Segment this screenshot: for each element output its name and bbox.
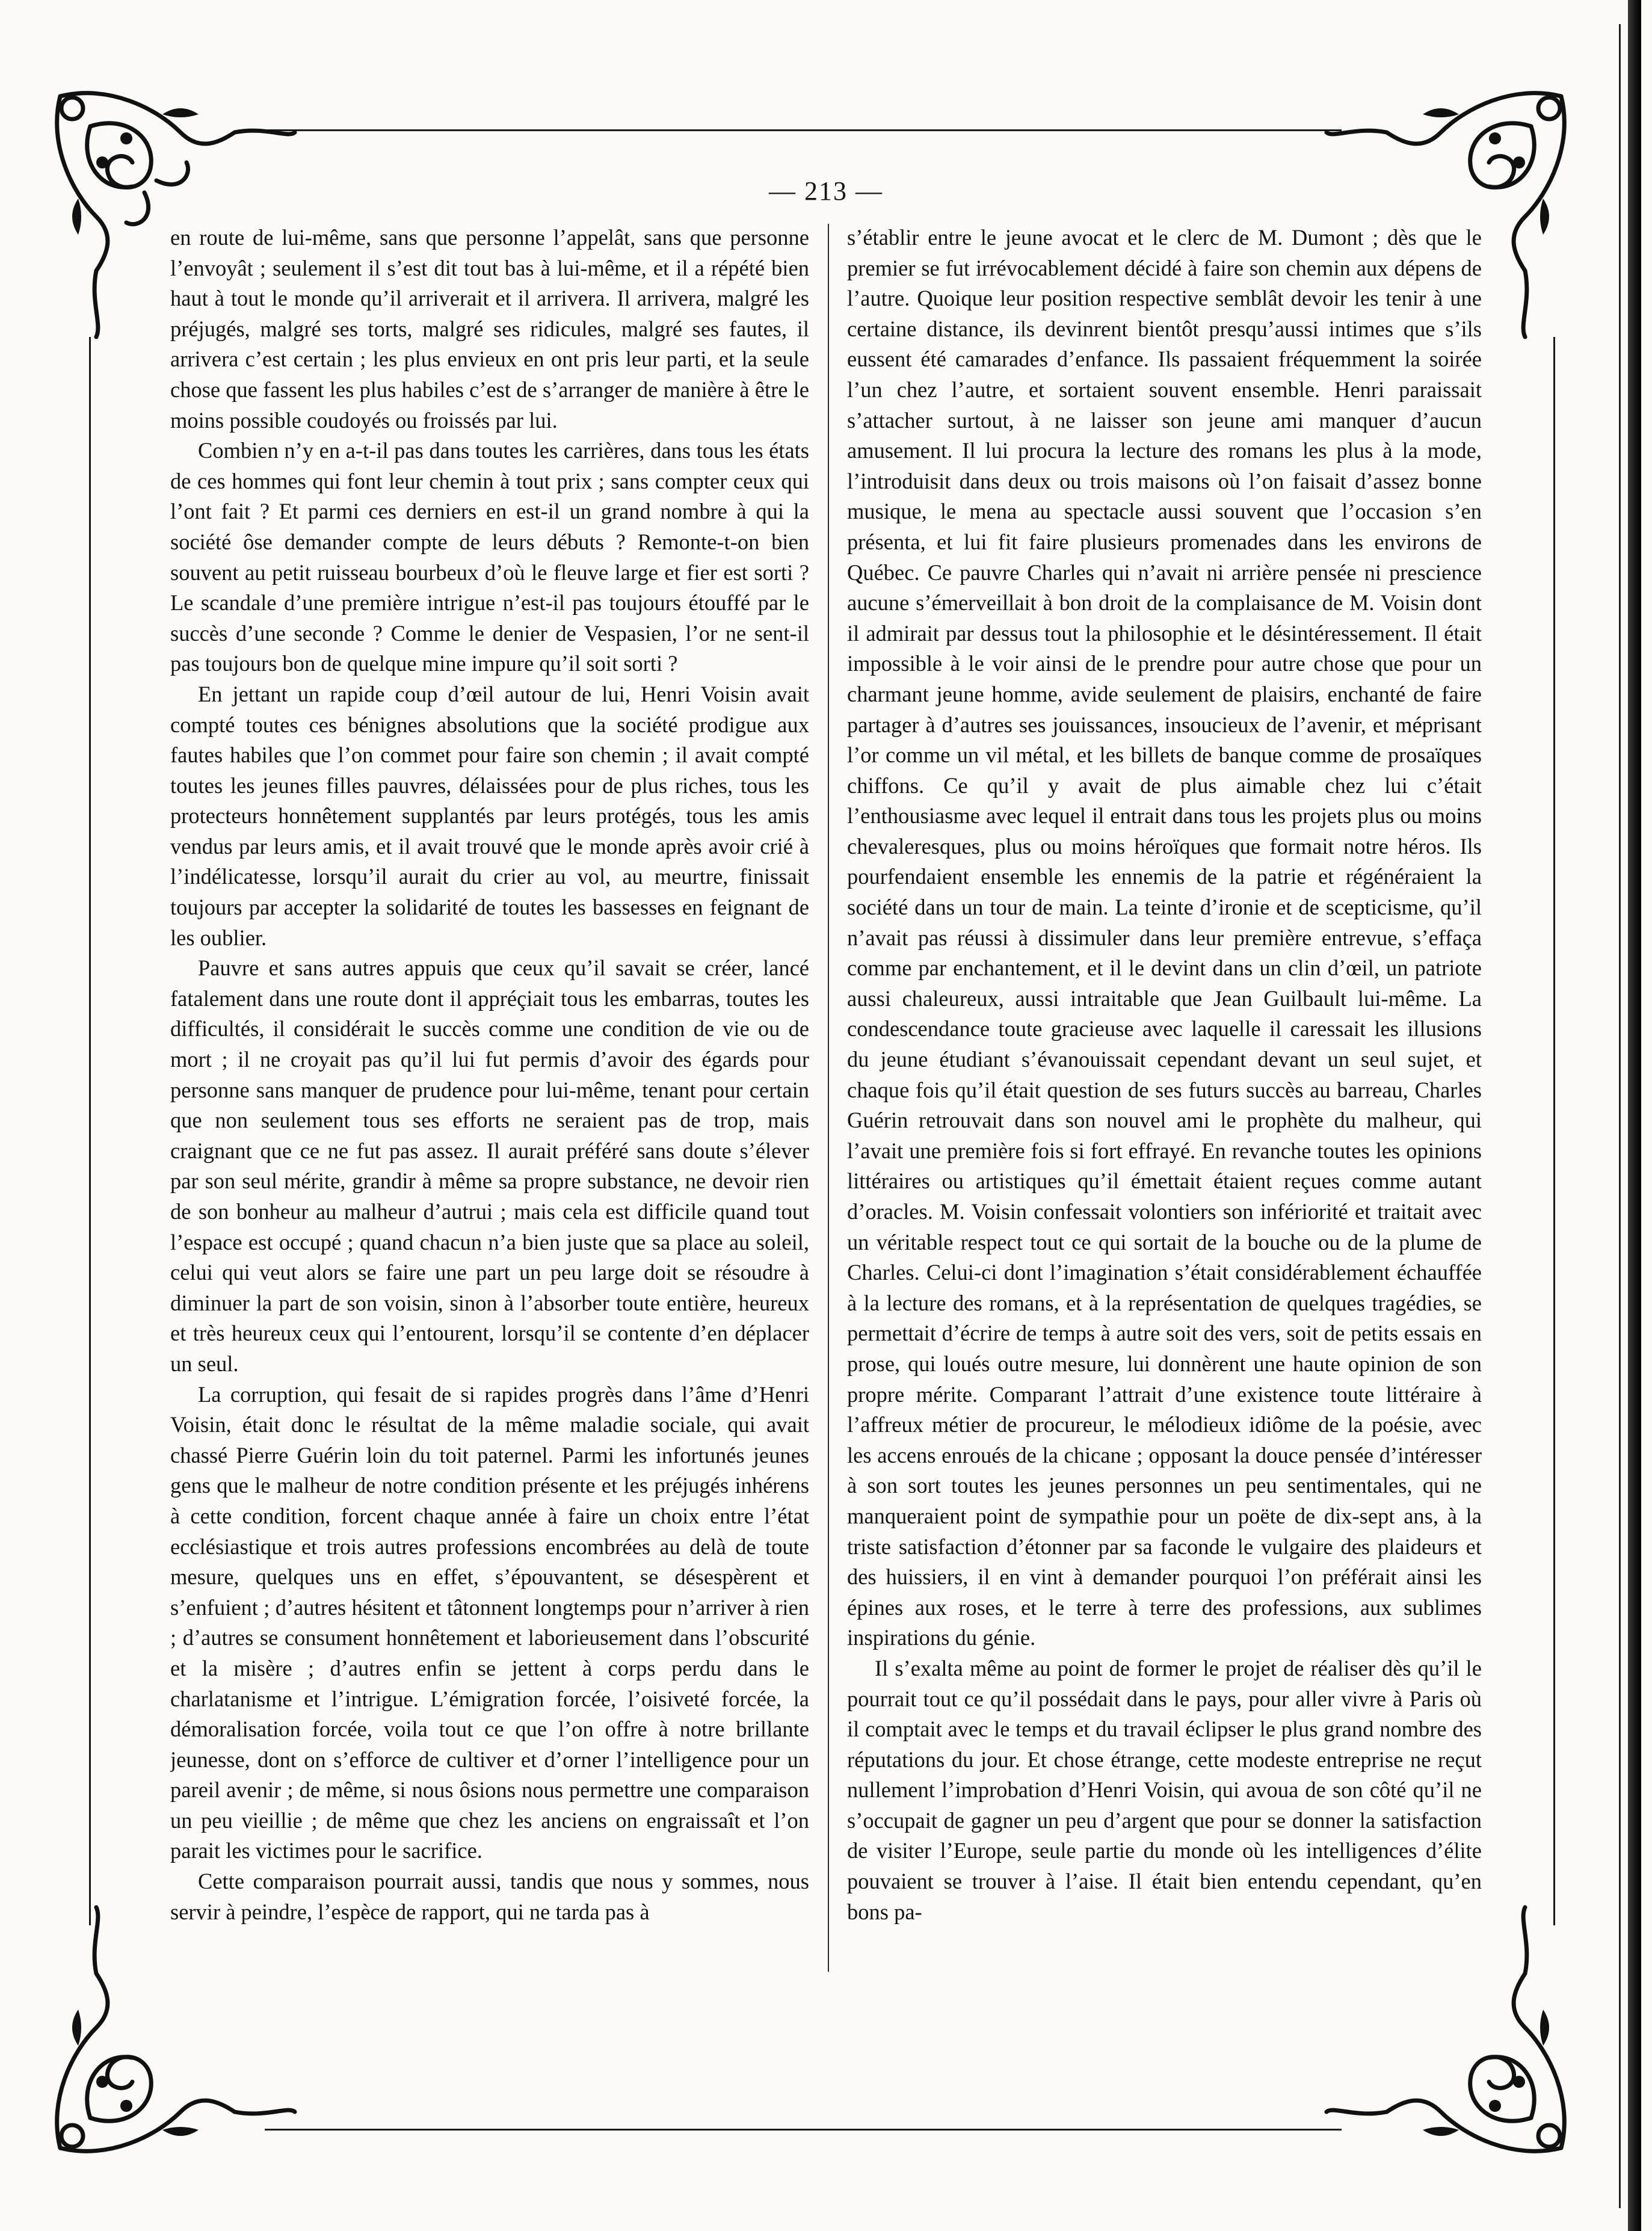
paragraph: La corruption, qui fesait de si rapides progrès dans l’âme d’Henri Voisin, était donc le résultat de la même maladie sociale, qui avait chassé Pierre Guérin loin du toit paternel. Parmi les infortunés jeunes gens que le malheur de notre condition présente et les préjugés inhérens à cette condition, forcent chaque année à faire un choix entre l’état ecclésiastique et trois autres professions encombrées au delà de toute mesure, quelques uns en effet, s’épouvantent, se désespèrent et s’enfuient ; d’autres hésitent et tâtonnent longtemps pour n’arriver à rien ; d’autres se consument honnêtement et laborieusement dans l’obscurité et la misère ; d’autres enfin se jettent à corps perdu dans le charlatanisme et l’intrigue. L’émigration forcée, l’oisiveté forcée, la démoralisation forcée, voila tout ce que l’on offre à notre brillante jeunesse, dont on s’efforce de cultiver et d’orner l’intelligence pour un pareil avenir ; de même, si nous ôsions nous permettre une comparaison un peu vieillie ; de même que chez les anciens on engraissaît et l’on parait les victimes pour le sacrifice. — [170, 1381, 809, 1863]
left-column — [170, 223, 809, 1981]
paragraph: Cette comparaison pourrait aussi, tandis que nous y sommes, nous servir à peindre, l’espèce de rapport, qui ne tarda pas à — [170, 1869, 809, 1924]
paragraph: Pauvre et sans autres appuis que ceux qu’il savait se créer, lancé fatalement dans une route dont il appréçiait tous les embarras, toutes les difficultés, il considérait le succès comme une condition de vie ou de mort ; il ne croyait pas qu’il lui fut permis d’avoir des égards pour personne sans manquer de prudence pour lui-même, tenant pour certain que non seulement tous ses efforts ne seraient pas de trop, mais craignant que ce ne fut pas assez. Il aurait préféré sans doute s’élever par son seul mérite, grandir à même sa propre substance, ne devoir rien de son bonheur au malheur d’autrui ; mais cela est difficile quand tout l’espace est occupé ; quand chacun n’a bien juste que sa place au soleil, celui qui veut alors se faire une part un peu large doit se résoudre à diminuer la part de son voisin, sinon à l’absorber toute entière, heureux et très heureux ceux qui l’entourent, lorsqu’il se contente d’en déplacer un seul. — [170, 955, 809, 1376]
column-separator — [828, 224, 829, 1972]
paragraph: Il s’exalta même au point de former le projet de réaliser dès qu’il le pourrait tout ce qu’il possédait dans le pays, pour aller vivre à Paris où il comptait avec le temps et du travail éclipser le plus grand nombre des réputations du jour. Et chose étrange, cette modeste entreprise ne reçut nullement l’improbation d’Henri Voisin, qui avoua de son côté qu’il ne s’occupait de gagner un peu d’argent que pour se donner la satisfaction de visiter l’Europe, seule partie du monde où les intelligences d’élite pouvaient se trouver à l’aise. Il était bien entendu cependant, qu’en bons pa- — [847, 1655, 1482, 1924]
binding-line — [1619, 24, 1621, 2208]
right-rule — [1553, 337, 1555, 1925]
paragraph: En jettant un rapide coup d’œil autour de lui, Henri Voisin avait compté toutes ces bénignes absolutions que la société prodigue aux fautes habiles que l’on commet pour faire son chemin ; il avait compté toutes les jeunes filles pauvres, délaissées pour de plus riches, tous les protecteurs honnêtement supplantés par leurs protégés, tous les amis vendus par leurs amis, et il avait trouvé que le monde après avoir crié à l’indélicatesse, lorsqu’il aurait du crier au vol, au meurtre, finissait toujours par accepter la solidarité de toutes les bassesses en feignant de les oublier. — [170, 681, 809, 950]
paragraph: s’établir entre le jeune avocat et le clerc de M. Dumont ; dès que le premier se fut irrévocablement décidé à faire son chemin aux dépens de l’autre. Quoique leur position respective semblât devoir les tenir à une certaine distance, ils devinrent bientôt presqu’aussi intimes que s’ils eussent été camarades d’enfance. Ils passaient fréquemment la soirée l’un chez l’autre, et sortaient souvent ensemble. Henri paraissait s’attacher surtout, à ne laisser son jeune ami manquer d’aucun amusement. Il lui procura la lecture des romans les plus à la mode, l’introduisit dans deux ou trois maisons où l’on faisait d’assez bonne musique, le mena au spectacle aussi souvent que l’occasion s’en présenta, et lui fit faire plusieurs promenades dans les environs de Québec. Ce pauvre Charles qui n’avait ni arrière pensée ni prescience aucune s’émerveillait à bon droit de la complaisance de M. Voisin dont il admirait par dessus tout la philosophie et le désintéressement. Il était impossible à le voir ainsi de le prendre pour autre chose que pour un charmant jeune homme, avide seulement de plaisirs, enchanté de faire partager à d’autres ses jouissances, insoucieux de l’avenir, et méprisant l’or comme un vil métal, et les billets de banque comme de prosaïques chiffons. Ce qu’il y avait de plus aimable chez lui c’était l’enthousiasme avec lequel il entrait dans tous les projets plus ou moins chevaleresques, plus ou moins héroïques que formait notre héros. Ils pourfendaient ensemble les ennemis de la patrie et régénéraient la société dans un tour de main. La teinte d’ironie et de scepticisme, qu’il n’avait pas réussi à dissimuler dans leur première entrevue, s’effaça comme par enchantement, et il le devint dans un clin d’œil, un patriote aussi chaleureux, aussi intraitable que Jean Guilbault lui-même. La condescendance toute gracieuse avec laquelle il caressait les illusions du jeune étudiant s’évanouissait cependant devant un seul sujet, et chaque fois qu’il était question de ses futurs succès au barreau, Charles Guérin retrouvait dans son nouvel ami le prophète du malheur, qui l’avait une première fois si fort effrayé. En revanche toutes les opinions littéraires ou artistiques qu’il émettait étaient reçues comme autant d’oracles. M. Voisin confessait volontiers son infériorité et traitait avec un véritable respect tout ce qui sortait de la bouche ou de la plume de Charles. Celui-ci dont l’imagination s’était considérablement échauffée à la lecture des romans, et à la représentation de quelques tragédies, se permettait d’écrire de temps à autre soit des vers, soit de petits essais en prose, qui loués outre mesure, lui donnèrent une haute opinion de son propre mérite. Comparant l’attrait d’une existence toute littéraire à l’affreux métier de procureur, le mélodieux idiôme de la poésie, avec les accens enroués de la chicane ; opposant la douce pensée d’intéresser à son sort toutes les jeunes personnes un peu sentimentales, qui ne manqueraient point de sympathie pour un poëte de dix-sept ans, à la triste satisfaction d’étonner par sa faconde le vulgaire des plaideurs et des huissiers, il en vint à demander pourquoi l’on préférait ainsi les épines aux roses, et le terre à terre des professions, aux sublimes inspirations du génie. — [847, 225, 1482, 1650]
top-rule — [265, 129, 1342, 131]
book-binding-edge — [1628, 0, 1641, 2231]
left-rule — [89, 337, 91, 1925]
right-column — [847, 223, 1482, 1981]
paragraph: en route de lui-même, sans que personne l’appelât, sans que personne l’envoyât ; seulement il s’est dit tout bas à lui-même, et il a répété bien haut à tout le monde qu’il arriverait et il arrivera. Il arrivera, malgré les préjugés, malgré ses torts, malgré ses ridicules, malgré ses fautes, il arrivera c’est certain ; les plus envieux en ont pris leur parti, et la seule chose que fassent les plus habiles c’est de s’arranger de manière à être le moins possible coudoyés ou froissés par lui. — [170, 225, 809, 433]
bottom-rule — [265, 2129, 1342, 2131]
page-number: — 213 — — [769, 176, 883, 206]
paragraph: Combien n’y en a-t-il pas dans toutes les carrières, dans tous les états de ces hommes qui font leur chemin à tout prix ; sans compter ceux qui l’ont fait ? Et parmi ces derniers en est-il un grand nombre à qui la société ôse demander compte de leurs débuts ? Remonte-t-on bien souvent au petit ruisseau bourbeux d’où le fleuve large et fier est sorti ? Le scandale d’une première intrigue n’est-il pas toujours étouffé par le succès d’une seconde ? Comme le denier de Vespasien, l’or ne sent-il pas toujours bon de quelque mine impure qu’il soit sorti ? — [170, 438, 809, 676]
